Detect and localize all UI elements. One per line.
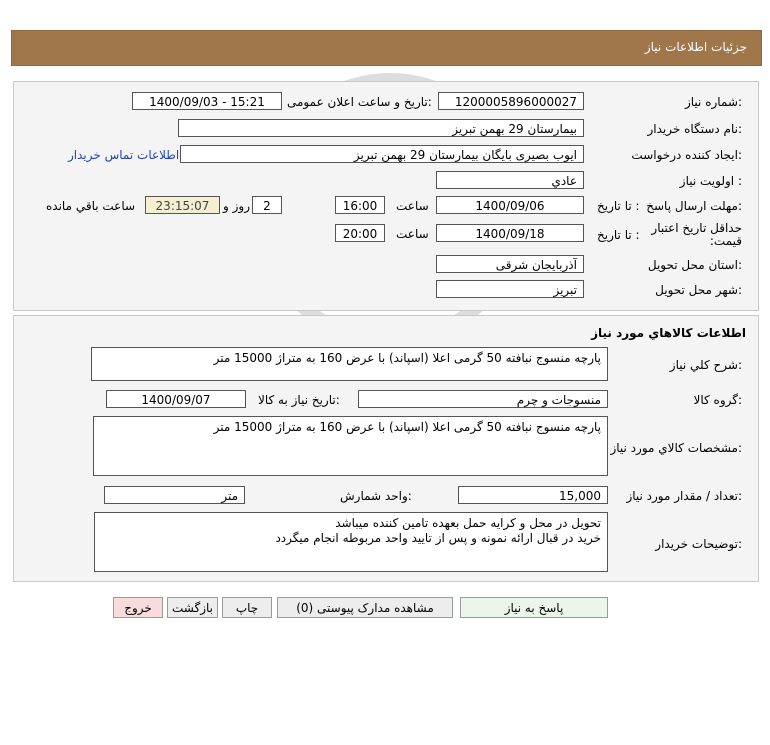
days-remaining-field: 2 xyxy=(252,196,282,214)
exit-button[interactable]: خروج xyxy=(113,597,163,618)
need-info-panel xyxy=(13,81,759,311)
days-label: روز و xyxy=(223,199,250,213)
reply-date-field[interactable]: 1400/09/06 xyxy=(436,196,584,214)
requester-field[interactable]: ایوب بصیری بایگان بیمارستان 29 بهمن تبریز xyxy=(180,145,584,163)
print-button[interactable]: چاپ xyxy=(222,597,272,618)
price-time-field[interactable]: 20:00 xyxy=(335,224,385,242)
announce-date-label: تاریخ و ساعت اعلان عمومی: xyxy=(287,95,432,109)
general-desc-field[interactable]: پارچه منسوج نبافته 50 گرمی اعلا (اسپاند) با عرض 160 به متراژ 15000 متر xyxy=(91,347,608,381)
reply-until-date-label: تا تاریخ : xyxy=(597,199,640,213)
general-desc-label: شرح کلي نياز: xyxy=(669,358,742,372)
buyer-contact-link[interactable]: اطلاعات تماس خریدار xyxy=(68,148,180,162)
price-until-date-label: تا تاریخ : xyxy=(597,228,640,242)
page-title: جزئیات اطلاعات نیاز xyxy=(644,40,747,54)
price-time-label: ساعت xyxy=(396,227,429,241)
need-date-label: تاریخ نیاز به کالا: xyxy=(258,393,340,407)
back-button[interactable]: بازگشت xyxy=(167,597,218,618)
province-label: استان محل تحویل: xyxy=(647,258,742,272)
page-header xyxy=(11,30,762,66)
goods-section-title: اطلاعات کالاهاي مورد نياز xyxy=(591,326,746,340)
buyer-org-field[interactable]: بیمارستان 29 بهمن تبریز xyxy=(178,119,584,137)
quantity-label: تعداد / مقدار مورد نیاز: xyxy=(626,489,742,503)
buyer-notes-label: توضیحات خریدار: xyxy=(655,537,742,551)
buyer-notes-field[interactable] xyxy=(94,512,608,572)
reply-deadline-label: مهلت ارسال پاسخ: xyxy=(646,199,742,213)
specs-field[interactable]: پارچه منسوج نبافته 50 گرمی اعلا (اسپاند) با عرض 160 به متراژ 15000 متر xyxy=(93,416,608,476)
price-validity-label: حداقل تاریخ اعتبار قیمت: xyxy=(651,221,742,248)
unit-field[interactable]: متر xyxy=(104,486,245,504)
priority-label: اولویت نیاز : xyxy=(679,174,742,188)
attachments-button[interactable]: مشاهده مدارک پیوستی (0) xyxy=(277,597,453,618)
quantity-field[interactable]: 15,000 xyxy=(458,486,608,504)
requester-label: ایجاد کننده درخواست: xyxy=(631,148,742,162)
specs-label: مشخصات کالاي مورد نياز: xyxy=(610,441,742,455)
goods-group-field[interactable]: منسوجات و چرم xyxy=(358,390,608,408)
city-label: شهر محل تحویل: xyxy=(655,283,742,297)
buyer-org-label: نام دستگاه خریدار: xyxy=(647,122,742,136)
announce-date-field[interactable]: 1400/09/03 - 15:21 xyxy=(132,92,282,110)
buyer-notes-line-2: خرید در قبال ارائه نمونه و پس از تایید واحد مربوطه انجام میگردد xyxy=(275,531,601,545)
need-number-label: شماره نیاز: xyxy=(684,95,742,109)
need-number-field[interactable]: 1200005896000027 xyxy=(438,92,584,110)
goods-group-label: گروه کالا: xyxy=(693,393,742,407)
priority-field[interactable]: عادي xyxy=(436,171,584,189)
remaining-time-label: ساعت باقي مانده xyxy=(46,199,136,213)
need-date-field[interactable]: 1400/09/07 xyxy=(106,390,246,408)
remaining-time-field: 23:15:07 xyxy=(145,196,220,214)
reply-time-field[interactable]: 16:00 xyxy=(335,196,385,214)
city-field[interactable]: تبریز xyxy=(436,280,584,298)
province-field[interactable]: آذربایجان شرقی xyxy=(436,255,584,273)
reply-button[interactable]: پاسخ به نیاز xyxy=(460,597,608,618)
reply-time-label: ساعت xyxy=(396,199,429,213)
unit-label: واحد شمارش: xyxy=(340,489,412,503)
price-date-field[interactable]: 1400/09/18 xyxy=(436,224,584,242)
buyer-notes-line-1: تحویل در محل و کرایه حمل بعهده تامین کننده میباشد xyxy=(335,516,601,530)
